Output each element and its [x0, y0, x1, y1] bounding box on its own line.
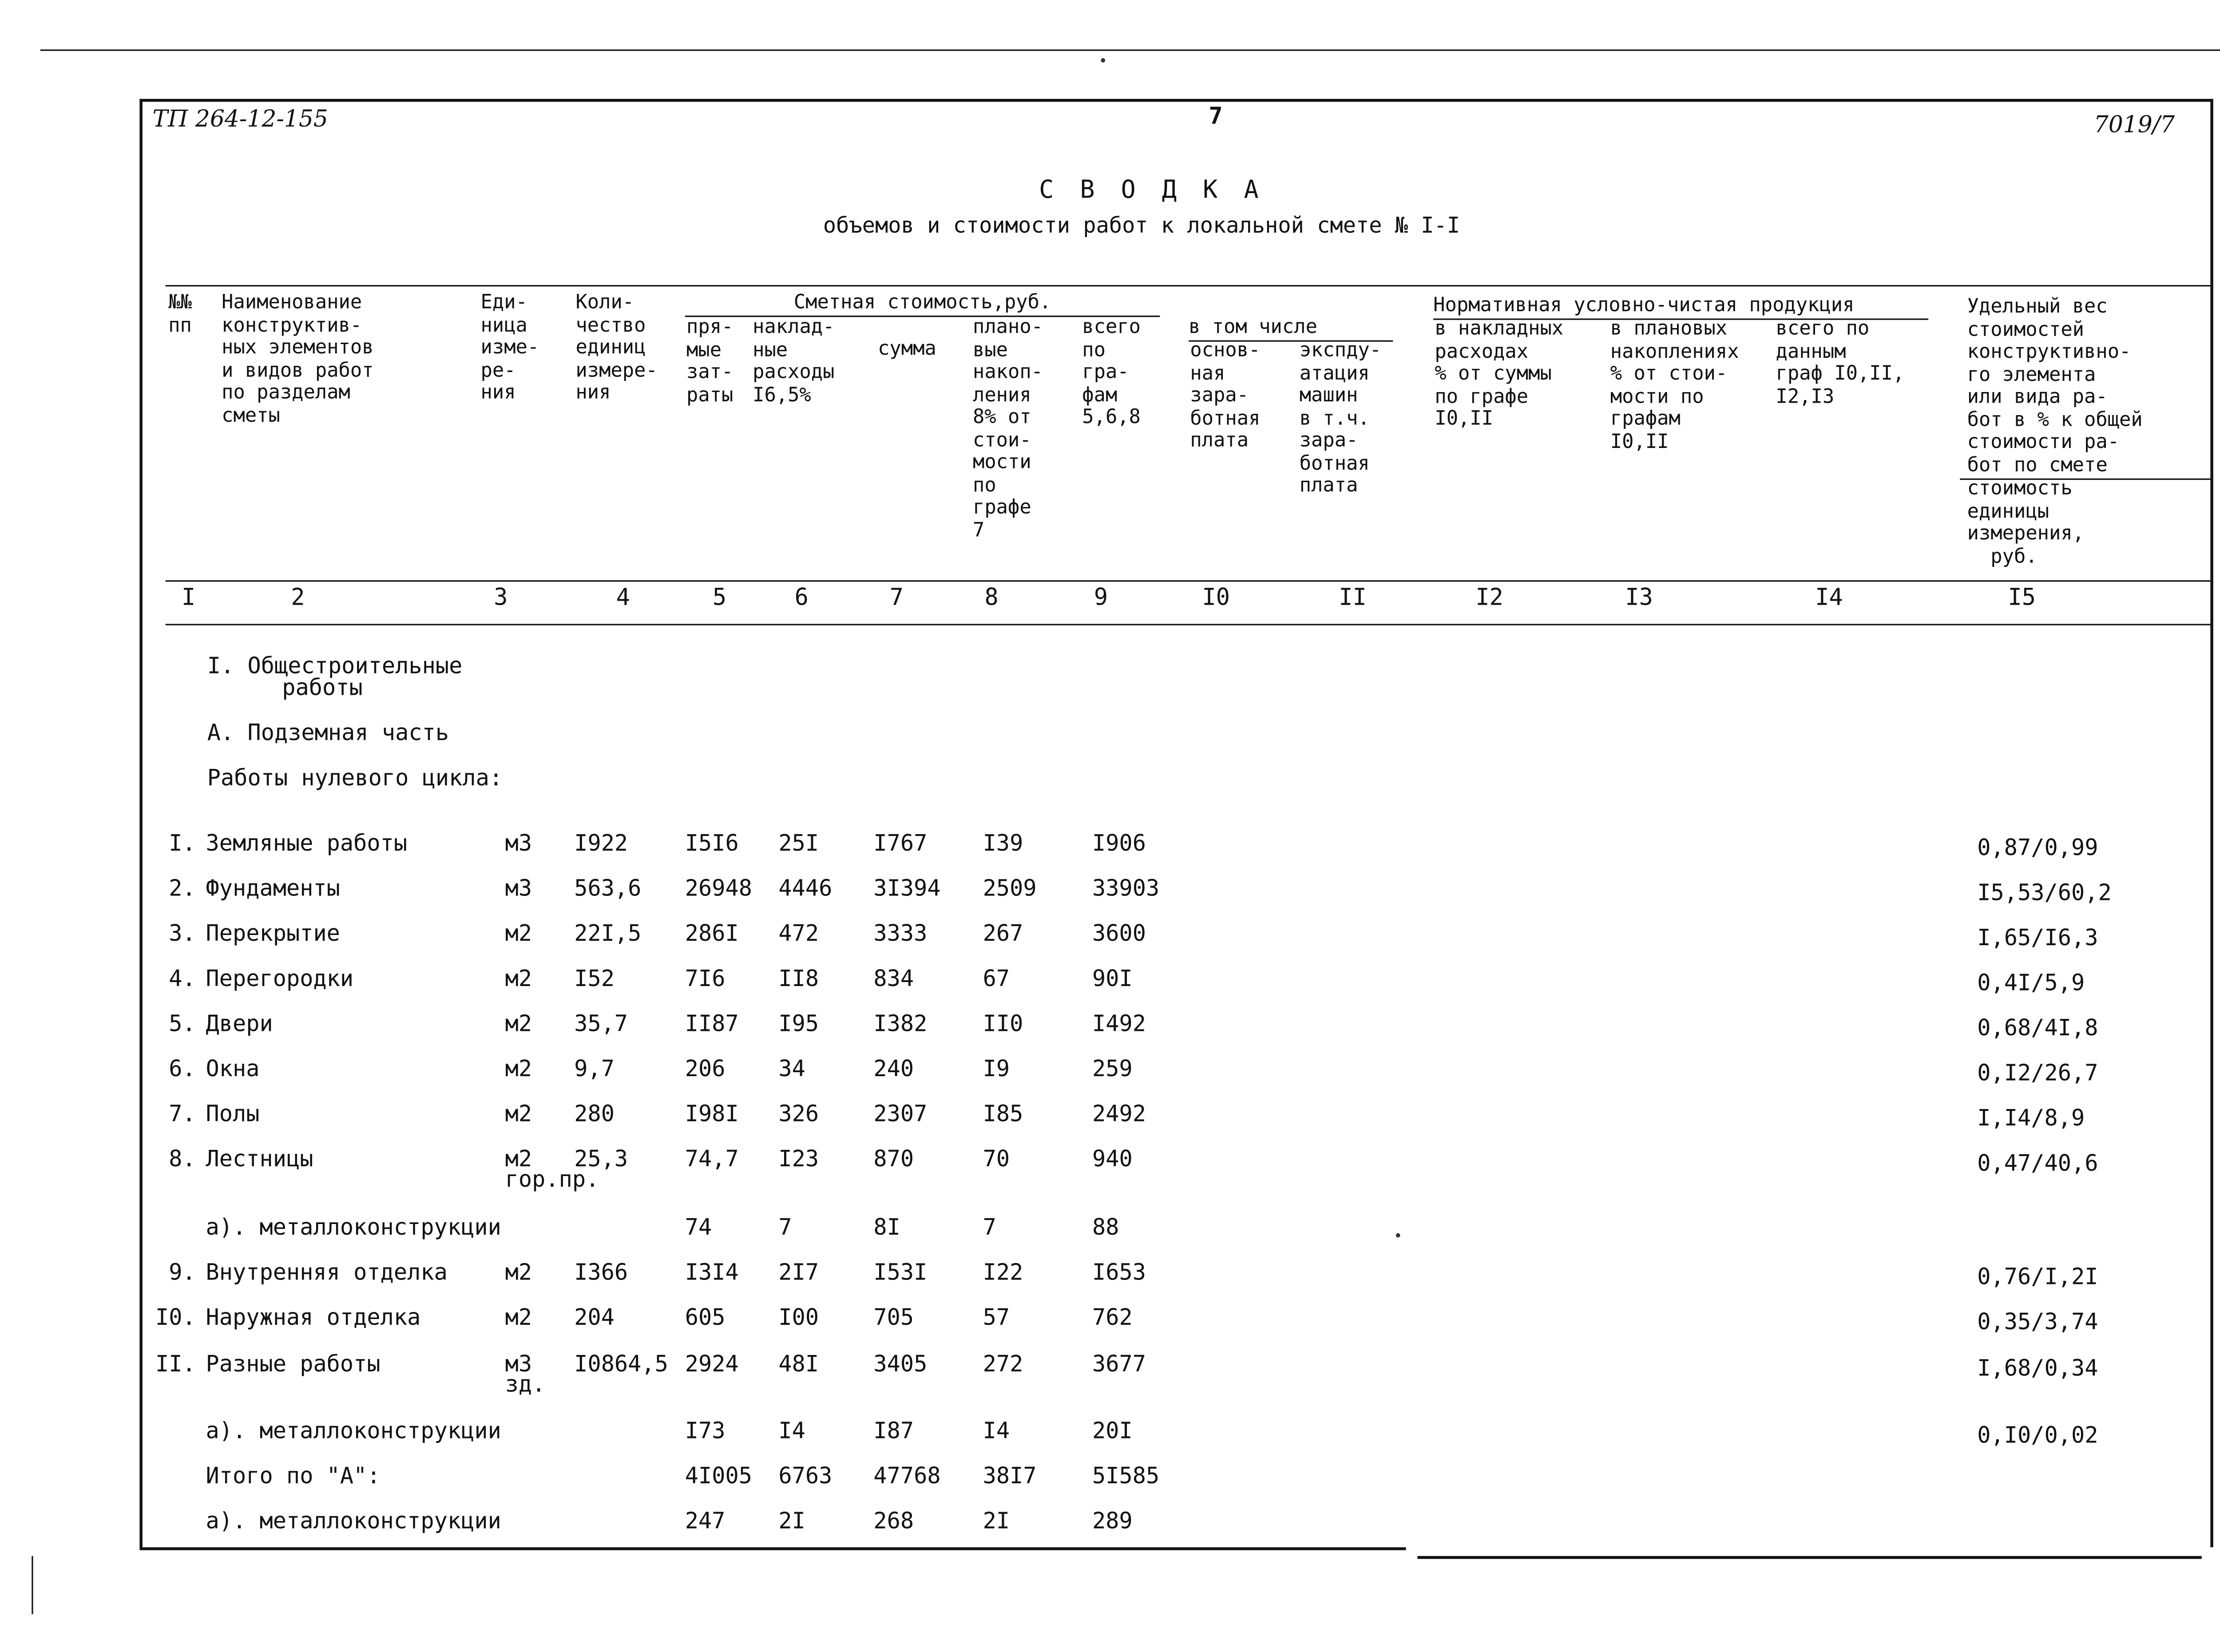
row-planned-savings: 2509 — [983, 875, 1037, 902]
frame-bottom-right — [1417, 1556, 2201, 1559]
row-number: I0. — [155, 1304, 196, 1331]
row-weight: I,I4/8,9 — [1977, 1105, 2085, 1132]
header-overhead: наклад- ные расходы I6,5% — [753, 315, 835, 407]
row-unit: м2 — [505, 1146, 532, 1173]
header-qty: Коли- чество единиц измере- ния — [575, 291, 658, 404]
header-including: в том числе — [1189, 317, 1393, 341]
header-bottom-rule — [166, 580, 2211, 582]
row-name: Перегородки — [206, 965, 354, 992]
row-overhead: I23 — [778, 1146, 819, 1173]
row-unit-note: гор.пр. — [505, 1166, 599, 1192]
row-unit: м2 — [505, 920, 532, 947]
row-direct-costs: 2924 — [685, 1351, 739, 1377]
row-sum: 3405 — [873, 1351, 928, 1377]
row-unit: м3 — [505, 1351, 532, 1377]
row-quantity: 9,7 — [574, 1056, 614, 1082]
row-weight: 0,4I/5,9 — [1977, 970, 2085, 996]
row-direct-costs: I3I4 — [685, 1259, 739, 1286]
column-number: I5 — [2008, 583, 2036, 611]
row-overhead: 2I7 — [778, 1259, 819, 1286]
row-unit: м2 — [505, 1010, 532, 1037]
scan-speck — [1101, 58, 1105, 63]
row-quantity: 204 — [574, 1304, 614, 1331]
row-planned-savings: 2I — [983, 1508, 1010, 1534]
header-unit-cost: стоимость единицы измерения, руб. — [1967, 477, 2085, 568]
row-planned-savings: 70 — [983, 1146, 1010, 1173]
header-planned: плано- вые накоп- ления 8% от стои- мости по графе 7 — [972, 315, 1043, 542]
header-sum: сумма — [878, 337, 936, 361]
row-weight: 0,68/4I,8 — [1977, 1015, 2098, 1042]
row-quantity: 22I,5 — [574, 920, 642, 947]
row-total: 2492 — [1092, 1101, 1146, 1127]
row-direct-costs: 605 — [685, 1304, 725, 1331]
row-number: II. — [155, 1351, 196, 1377]
row-total: 33903 — [1092, 875, 1160, 902]
row-overhead: I95 — [778, 1010, 819, 1037]
header-direct: пря- мые зат- раты — [686, 315, 733, 407]
row-direct-costs: 286I — [685, 920, 739, 947]
row-weight: 0,76/I,2I — [1977, 1264, 2098, 1290]
row-sum: 3I394 — [873, 875, 941, 902]
row-quantity: I52 — [574, 965, 614, 992]
row-overhead: 6763 — [778, 1463, 832, 1490]
column-number: 8 — [984, 583, 999, 611]
row-planned-savings: 267 — [983, 920, 1023, 947]
row-total: 88 — [1092, 1214, 1119, 1241]
row-number: 2. — [169, 875, 196, 902]
row-sum: 2307 — [873, 1101, 928, 1127]
section-heading: I. Общестроительные — [207, 653, 463, 679]
row-total: 3677 — [1092, 1351, 1146, 1377]
row-planned-savings: I39 — [983, 830, 1023, 857]
row-name: а). металлоконструкции — [206, 1214, 501, 1241]
row-planned-savings: 272 — [983, 1351, 1023, 1377]
row-name: Перекрытие — [206, 920, 340, 947]
row-weight: 0,I0/0,02 — [1977, 1422, 2098, 1449]
row-quantity: 25,3 — [574, 1146, 628, 1173]
row-planned-savings: I22 — [983, 1259, 1023, 1286]
row-unit: м2 — [505, 1259, 532, 1286]
row-sum: 3333 — [873, 920, 928, 947]
row-name: Наружная отделка — [206, 1304, 421, 1331]
row-direct-costs: 206 — [685, 1056, 725, 1082]
row-name: Окна — [206, 1056, 260, 1082]
header-in-overhead: в накладных расходах % от суммы по графе I0,II — [1435, 317, 1564, 431]
row-weight: I,68/0,34 — [1977, 1355, 2098, 1382]
row-total: 20I — [1092, 1418, 1133, 1444]
row-name: Земляные работы — [206, 830, 408, 857]
row-unit: м3 — [505, 830, 532, 857]
row-weight: 0,35/3,74 — [1977, 1308, 2098, 1335]
row-planned-savings: I9 — [983, 1056, 1010, 1082]
row-number: 3. — [169, 920, 196, 947]
row-total: 3600 — [1092, 920, 1146, 947]
row-name: Итого по "А": — [206, 1463, 381, 1490]
row-sum: 834 — [873, 965, 914, 992]
row-unit: м2 — [505, 1056, 532, 1082]
column-number: I0 — [1202, 583, 1230, 611]
row-quantity: 35,7 — [574, 1010, 628, 1037]
header-estimated-cost: Сметная стоимость,руб. — [685, 292, 1160, 316]
row-quantity: 563,6 — [574, 875, 642, 902]
row-direct-costs: II87 — [685, 1010, 739, 1037]
row-quantity: I0864,5 — [574, 1351, 668, 1377]
row-weight: 0,I2/26,7 — [1977, 1060, 2098, 1086]
row-overhead: 4446 — [778, 875, 832, 902]
row-overhead: 2I — [778, 1508, 805, 1534]
row-name: Разные работы — [206, 1351, 381, 1377]
row-number: 6. — [169, 1056, 196, 1082]
row-planned-savings: 38I7 — [983, 1463, 1037, 1490]
row-direct-costs: 4I005 — [685, 1463, 753, 1490]
page-number: 7 — [1209, 102, 1223, 130]
row-total: 90I — [1092, 965, 1133, 992]
row-direct-costs: 26948 — [685, 875, 753, 902]
row-sum: 870 — [873, 1146, 914, 1173]
row-number: 7. — [169, 1101, 196, 1127]
row-sum: 240 — [873, 1056, 914, 1082]
row-number: 4. — [169, 965, 196, 992]
column-number: I — [181, 583, 196, 611]
row-sum: I53I — [873, 1259, 928, 1286]
row-direct-costs: 74 — [685, 1214, 712, 1241]
frame-bottom-left — [139, 1547, 1406, 1550]
column-number: 3 — [494, 583, 508, 611]
row-planned-savings: 67 — [983, 965, 1010, 992]
row-total: 289 — [1092, 1508, 1133, 1534]
header-normative: Нормативная условно-чистая продукция — [1433, 295, 1928, 319]
header-unit: Еди- ница изме- ре- ния — [480, 291, 539, 404]
row-number: 5. — [169, 1010, 196, 1037]
row-sum: 8I — [873, 1214, 900, 1241]
column-number: I3 — [1625, 583, 1653, 611]
row-sum: I382 — [873, 1010, 928, 1037]
scan-top-line — [40, 49, 2220, 51]
row-total: 762 — [1092, 1304, 1133, 1331]
row-total: I492 — [1092, 1010, 1146, 1037]
row-name: а). металлоконструкции — [206, 1508, 501, 1534]
scan-speck — [1396, 1233, 1400, 1238]
frame-right — [2210, 99, 2213, 1547]
column-number: II — [1339, 583, 1367, 611]
row-weight: 0,47/40,6 — [1977, 1150, 2098, 1177]
row-overhead: 48I — [778, 1351, 819, 1377]
header-in-planned: в плановых накоплениях % от стои- мости по графам I0,II — [1610, 317, 1739, 453]
row-direct-costs: I5I6 — [685, 830, 739, 857]
row-overhead: I4 — [778, 1418, 805, 1444]
row-total: I653 — [1092, 1259, 1146, 1286]
row-planned-savings: 7 — [983, 1214, 996, 1241]
row-overhead: 25I — [778, 830, 819, 857]
row-direct-costs: 74,7 — [685, 1146, 739, 1173]
sheet-number: 7019/7 — [2093, 110, 2175, 139]
column-number: 9 — [1094, 583, 1108, 611]
section-heading-cont: работы — [282, 674, 363, 701]
column-number: 7 — [889, 583, 904, 611]
column-number: I2 — [1475, 583, 1503, 611]
header-total-data: всего по данным граф I0,II, I2,I3 — [1776, 317, 1905, 408]
row-name: Лестницы — [206, 1146, 313, 1173]
row-overhead: I00 — [778, 1304, 819, 1331]
column-number: 4 — [616, 583, 630, 611]
scan-left-mark — [32, 1556, 33, 1614]
row-unit: м2 — [505, 1304, 532, 1331]
header-name: Наименование конструктив- ных элементов и видов работ по разделам сметы — [222, 291, 374, 427]
row-unit: м2 — [505, 1101, 532, 1127]
row-planned-savings: I4 — [983, 1418, 1010, 1444]
header-wages: основ- ная зара- ботная плата — [1190, 339, 1261, 452]
header-total: всего по гра- фам 5,6,8 — [1082, 315, 1141, 429]
row-planned-savings: II0 — [983, 1010, 1023, 1037]
row-name: Фундаменты — [206, 875, 340, 902]
row-quantity: I922 — [574, 830, 628, 857]
document-code: ТП 264-12-155 — [152, 104, 328, 133]
row-direct-costs: I98I — [685, 1101, 739, 1127]
row-name: Двери — [206, 1010, 273, 1037]
row-total: 259 — [1092, 1056, 1133, 1082]
row-number: 8. — [169, 1146, 196, 1173]
header-weight: Удельный вес стоимостей конструктивно- го элемента или вида ра- бот в % к общей стоимости ра- бот по смете — [1967, 295, 2143, 476]
header-top-rule — [166, 285, 2211, 286]
row-name: а). металлоконструкции — [206, 1418, 501, 1444]
row-unit: м2 — [505, 965, 532, 992]
row-total: I906 — [1092, 830, 1146, 857]
row-sum: 47768 — [873, 1463, 941, 1490]
row-planned-savings: I85 — [983, 1101, 1023, 1127]
row-overhead: 326 — [778, 1101, 819, 1127]
colnum-bottom-rule — [166, 624, 2211, 625]
row-overhead: 472 — [778, 920, 819, 947]
row-name: Внутренняя отделка — [206, 1259, 448, 1286]
frame-left — [139, 99, 142, 1547]
row-weight: I,65/I6,3 — [1977, 925, 2098, 951]
row-unit: м3 — [505, 875, 532, 902]
row-sum: I767 — [873, 830, 928, 857]
section-subheading: А. Подземная часть — [207, 720, 449, 746]
page-title: С В О Д К А — [1039, 176, 1265, 205]
row-unit-note: зд. — [505, 1371, 546, 1398]
header-machines: экспду- атация машин в т.ч. зара- ботная плата — [1299, 339, 1382, 498]
row-total: 940 — [1092, 1146, 1133, 1173]
row-direct-costs: 247 — [685, 1508, 725, 1534]
row-weight: 0,87/0,99 — [1977, 835, 2098, 861]
row-quantity: I366 — [574, 1259, 628, 1286]
row-planned-savings: 57 — [983, 1304, 1010, 1331]
row-number: I. — [169, 830, 196, 857]
row-sum: 268 — [873, 1508, 914, 1534]
row-weight: I5,53/60,2 — [1977, 879, 2112, 906]
row-quantity: 280 — [574, 1101, 614, 1127]
row-number: 9. — [169, 1259, 196, 1286]
row-direct-costs: 7I6 — [685, 965, 725, 992]
header-num: №№ пп — [168, 291, 192, 337]
row-overhead: 34 — [778, 1056, 805, 1082]
row-total: 5I585 — [1092, 1463, 1160, 1490]
row-overhead: II8 — [778, 965, 819, 992]
column-number: I4 — [1815, 583, 1843, 611]
column-number: 5 — [712, 583, 727, 611]
frame-top — [139, 99, 2212, 102]
column-number: 2 — [291, 583, 305, 611]
row-overhead: 7 — [778, 1214, 792, 1241]
row-sum: 705 — [873, 1304, 914, 1331]
row-name: Полы — [206, 1101, 260, 1127]
section-group: Работы нулевого цикла: — [207, 765, 503, 791]
page-subtitle: объемов и стоимости работ к локальной смете № I-I — [823, 212, 1460, 239]
column-number: 6 — [794, 583, 809, 611]
row-direct-costs: I73 — [685, 1418, 725, 1444]
row-sum: I87 — [873, 1418, 914, 1444]
